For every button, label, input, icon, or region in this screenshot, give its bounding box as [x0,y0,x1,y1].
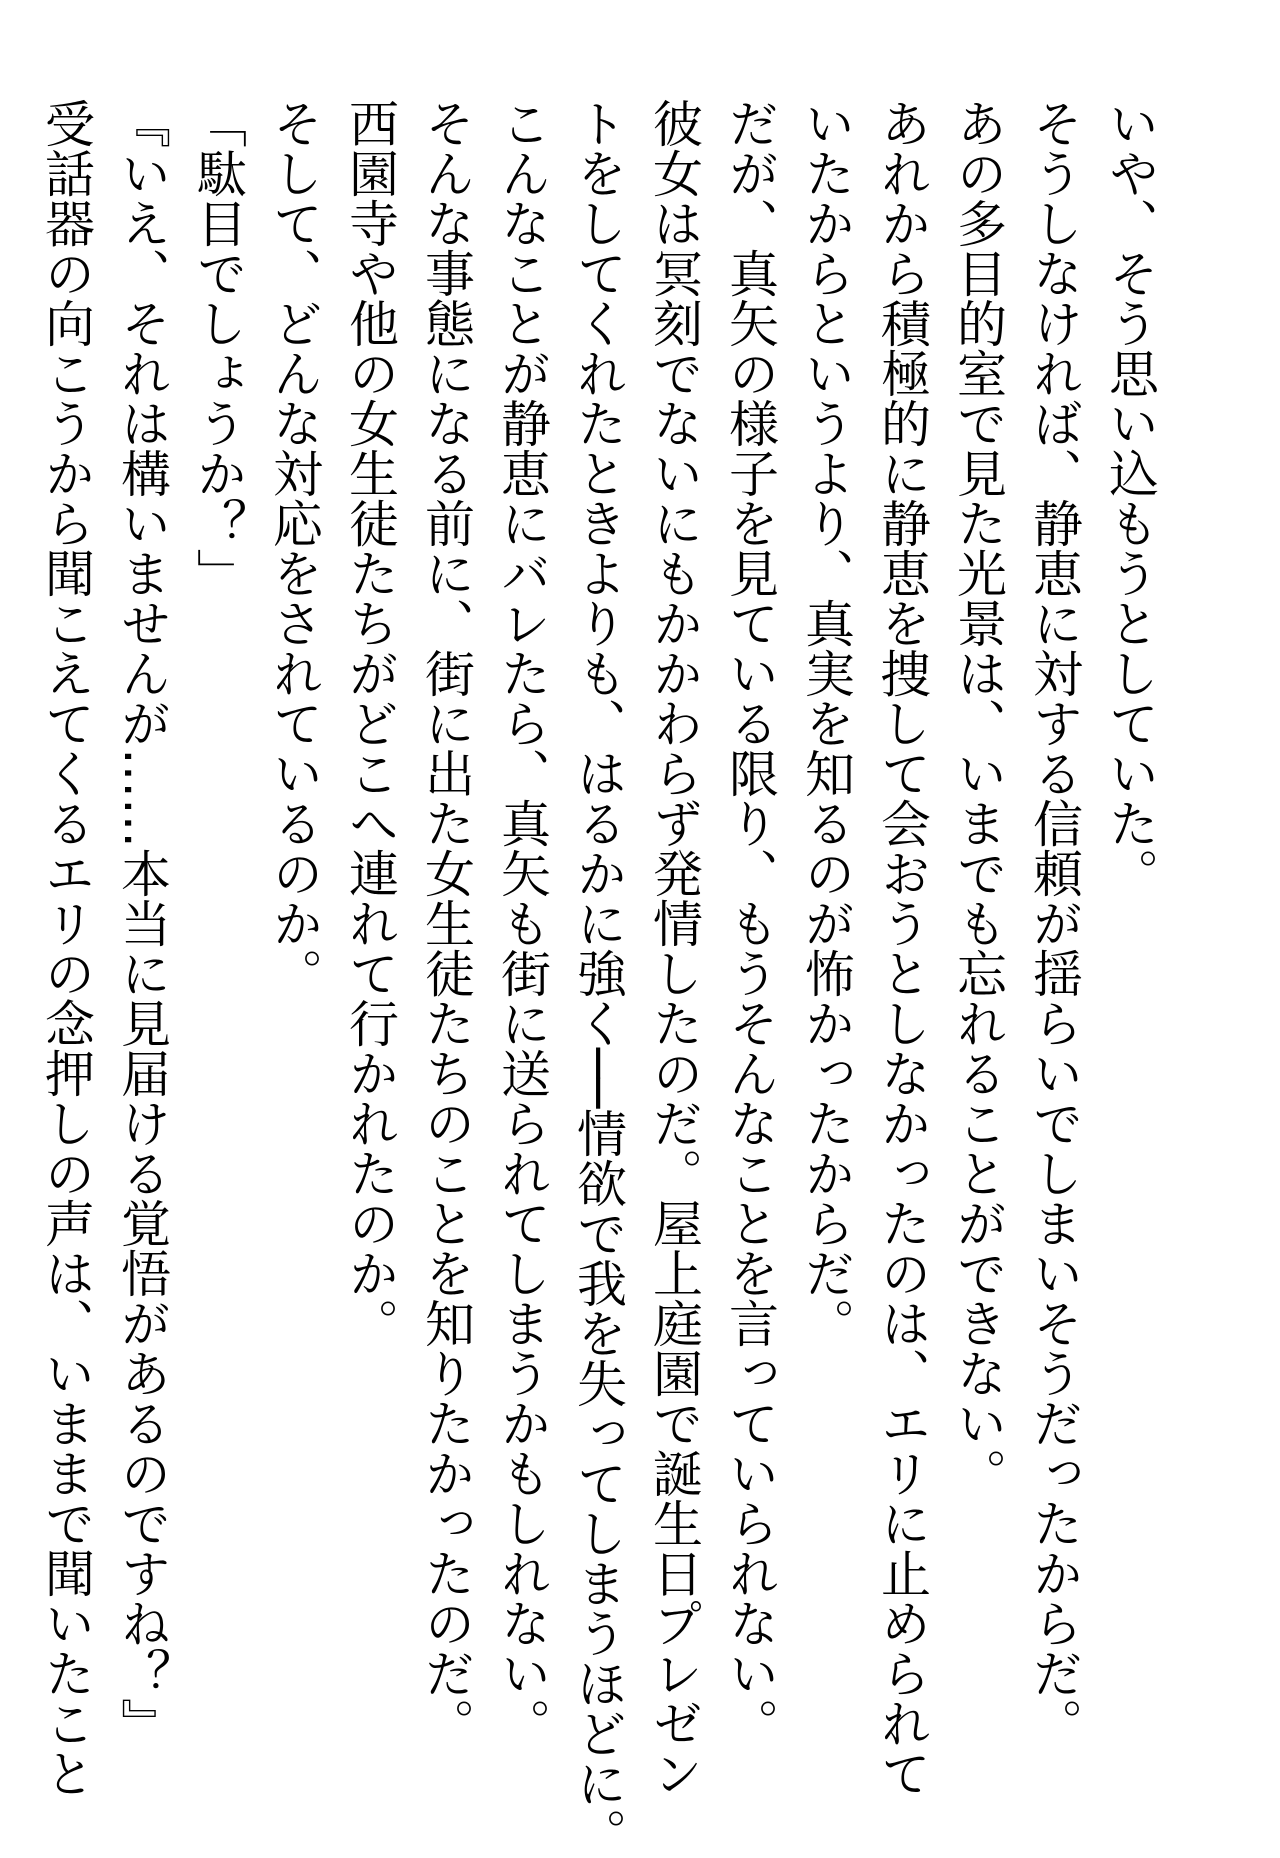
text-line-1: いや、そう思い込もうとしていた。 [1101,98,1159,898]
text-line-6: だが、真矢の様子を見ている限り、もうそんなことを言っていられない。 [721,98,779,1748]
text-line-5: いたからというより、真実を知るのが怖かったからだ。 [797,98,855,1348]
text-line-4: あれから積極的に静恵を捜して会おうとしなかったのは、エリに止められて [873,98,931,1798]
text-line-3: あの多目的室で見た光景は、いまでも忘れることができない。 [949,98,1007,1498]
vertical-text-body [28,98,1168,1858]
text-line-7: 彼女は冥刻でないにもかかわらず発情したのだ。屋上庭園で誕生日プレゼン [645,98,703,1798]
text-line-9: こんなことが静恵にバレたら、真矢も街に送られてしまうかもしれない。 [493,98,551,1748]
text-line-10: そんな事態になる前に、街に出た女生徒たちのことを知りたかったのだ。 [417,98,475,1748]
text-line-11: 西園寺や他の女生徒たちがどこへ連れて行かれたのか。 [341,98,399,1348]
text-line-12: そして、どんな対応をされているのか。 [265,98,323,998]
text-line-14: 『いえ、それは構いませんが……本当に見届ける覚悟があるのですね？』 [113,98,171,1748]
text-line-13: 「駄目でしょうか？」 [189,98,247,598]
text-line-2: そうしなければ、静恵に対する信頼が揺らいでしまいそうだったからだ。 [1025,98,1083,1748]
text-line-15: 受話器の向こうから聞こえてくるエリの念押しの声は、いままで聞いたこと [37,98,95,1798]
text-line-8: トをしてくれたときよりも、はるかに強く──情欲で我を失ってしまうほどに。 [569,98,627,1858]
